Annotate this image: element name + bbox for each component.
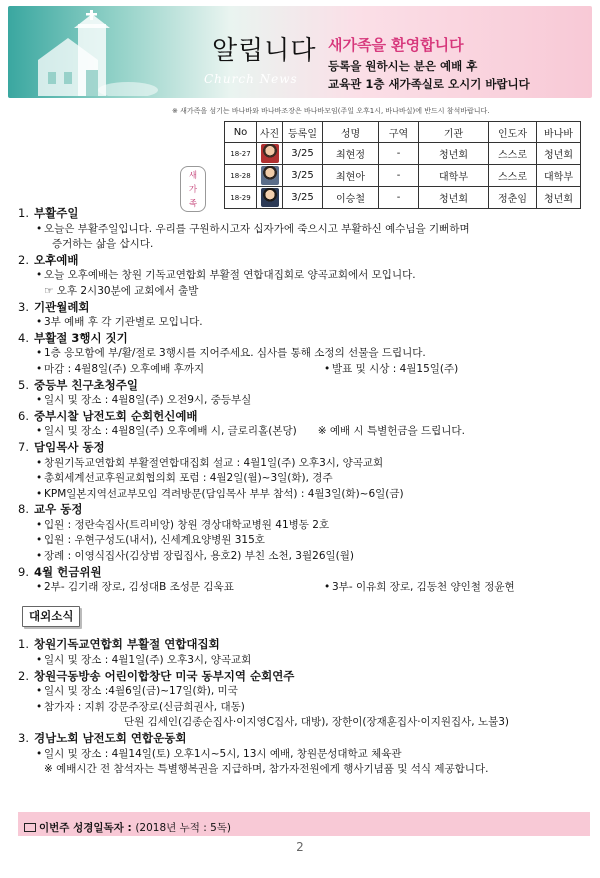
list-item (18, 268, 590, 284)
section-heading (18, 440, 590, 456)
list-item (18, 487, 590, 503)
list-item (18, 456, 590, 472)
cell: 청년회 (419, 143, 489, 165)
section-title: 오후예배 (34, 252, 79, 267)
cell: 대학부 (537, 165, 581, 187)
section-number: 7. (18, 439, 29, 454)
barnabas-notice: ※ 새가족을 섬기는 바나바와 바나바조장은 바나바모임(주일 오후1시, 바나바실)에 반드시 참석바랍니다. (172, 107, 490, 115)
bullet-icon: • (36, 550, 43, 563)
bullet-icon: • (36, 700, 43, 713)
cell: 스스로 (489, 165, 537, 187)
bullet-icon: • (36, 316, 43, 329)
page-number: 2 (296, 840, 304, 854)
list-item (18, 533, 590, 549)
section-number: 3. (18, 731, 29, 745)
section-title: 교우 동정 (34, 502, 83, 517)
section-title: 창원극동방송 어린이합창단 미국 동부지역 순회연주 (34, 668, 295, 683)
item-note: ☞ 오후 2시30분에 교회에서 출발 (44, 284, 199, 297)
item-text: 일시 및 장소 : 4월8일(주) 오후예배 시, 글로리홀(본당) ※ 예배 시 특별헌금을 드립니다. (44, 425, 465, 438)
list-item (18, 580, 590, 596)
section-heading (18, 731, 590, 747)
section-number: 2. (18, 668, 29, 683)
cell-no: 18-27 (225, 143, 257, 165)
item-text: 일시 및 장소 : 4월14일(토) 오후1시~5시, 13시 예배, 창원문성대학교 체육관 (44, 747, 402, 760)
section-heading (18, 637, 590, 653)
item-continuation: 단원 김세인(김종순집사·이지영C집사, 대방), 장한이(장재훈집사·이지원집사, 노불3) (124, 716, 510, 729)
badge-char: 족 (188, 199, 198, 209)
section-heading (18, 253, 590, 269)
list-item (18, 518, 590, 534)
cell: 3/25 (283, 187, 323, 209)
bullet-icon: • (36, 487, 43, 500)
badge-char: 가 (188, 185, 198, 195)
col-header: 인도자 (489, 122, 537, 143)
item-text: KPM일본지역선교부모임 격려방문(담임목사 부부 참석) : 4월3일(화)~6일(금) (44, 487, 404, 500)
item-text: 오늘은 부활주일입니다. 우리를 구원하시고자 십자가에 죽으시고 부활하신 예수님을 기뻐하며 (44, 222, 470, 235)
list-item (18, 653, 590, 669)
list-item (18, 346, 590, 362)
section-heading (18, 502, 590, 518)
list-item (18, 684, 590, 700)
cell: 대학부 (419, 165, 489, 187)
bullet-icon: • (36, 456, 43, 469)
item-text: 3부- 이유희 장로, 김동천 양인철 정윤현 (332, 581, 515, 594)
cell: 3/25 (283, 143, 323, 165)
section-number: 6. (18, 408, 29, 423)
section-title: 4월 헌금위원 (34, 564, 102, 579)
col-header: 등록일 (283, 122, 323, 143)
col-header: 성명 (323, 122, 379, 143)
bullet-icon: • (36, 747, 43, 760)
item-text: 참가자 : 지휘 강문주장로(신금희권사, 대동) (44, 700, 245, 713)
list-item (18, 700, 590, 716)
bullet-icon: • (36, 425, 43, 438)
item-text: 마감 : 4월8일(주) 오후예배 후까지 (44, 362, 205, 375)
section-heading (18, 331, 590, 347)
section-title: 담임목사 동정 (34, 439, 105, 454)
section-number: 9. (18, 564, 29, 579)
bullet-icon: • (36, 269, 43, 282)
section-number: 3. (18, 299, 29, 314)
bullet-icon: • (36, 654, 43, 667)
cell: 청년회 (419, 187, 489, 209)
avatar (261, 144, 279, 163)
external-news-heading: 대외소식 (22, 606, 80, 628)
welcome-line-1: 등록을 원하시는 분은 예배 후 (328, 59, 478, 73)
item-text: 장례 : 이영식집사(김상범 장립집사, 용호2) 부친 소천, 3월26일(월) (44, 550, 354, 563)
list-item (18, 222, 590, 238)
cell: 스스로 (489, 143, 537, 165)
avatar (261, 188, 279, 207)
table-row (225, 165, 581, 187)
newcomer-table (224, 121, 581, 209)
list-item (18, 315, 590, 331)
section-title: 중등부 친구초청주일 (34, 377, 138, 392)
cell-no: 18-29 (225, 187, 257, 209)
bullet-icon: • (36, 518, 43, 531)
section-number: 5. (18, 377, 29, 392)
bible-reader-label (24, 820, 231, 835)
table-header-row (225, 122, 581, 143)
bullet-icon: • (36, 362, 43, 375)
cell: 3/25 (283, 165, 323, 187)
table-row (225, 143, 581, 165)
section-number: 1. (18, 637, 29, 652)
section-title: 부활절 3행시 짓기 (34, 330, 128, 345)
list-item (18, 471, 590, 487)
list-item (18, 362, 590, 378)
cell-photo (257, 143, 283, 165)
section-title: 중부시찰 남전도회 순회헌신예배 (34, 408, 198, 423)
cell-no: 18-28 (225, 165, 257, 187)
list-item (18, 747, 590, 763)
section-heading (18, 206, 590, 222)
cell: - (379, 187, 419, 209)
page-title: 알립니다 (212, 36, 317, 66)
cell: 청년회 (537, 187, 581, 209)
item-text: 입원 : 우현구성도(내서), 신세계요양병원 315호 (44, 534, 265, 547)
item-note: ※ 예배시간 전 참석자는 특별행복권을 지급하며, 참가자전원에게 행사기념품 및 석식 제공합니다. (44, 763, 489, 776)
section-title: 부활주일 (34, 206, 79, 220)
section-number: 8. (18, 502, 29, 517)
footer-note: (2018년 누적 : 5독) (135, 822, 232, 834)
item-text: 입원 : 정란숙집사(트리비앙) 창원 경상대학교병원 41병동 2호 (44, 518, 330, 531)
cell: - (379, 143, 419, 165)
item-text: 일시 및 장소 :4월6일(금)~17일(화), 미국 (44, 685, 238, 698)
section-heading (18, 565, 590, 581)
header-banner (8, 6, 592, 98)
col-header: 바나바 (537, 122, 581, 143)
col-header: 기관 (419, 122, 489, 143)
section-title: 기관월례회 (34, 299, 90, 314)
cell-photo (257, 165, 283, 187)
bullet-icon: • (36, 472, 43, 485)
section-heading (18, 669, 590, 685)
col-header: 사진 (257, 122, 283, 143)
section-heading (18, 409, 590, 425)
section-title: 창원기독교연합회 부활절 연합대집회 (34, 637, 220, 652)
bullet-icon: • (36, 685, 43, 698)
item-text: 3부 예배 후 각 기관별로 모입니다. (44, 316, 203, 329)
cell: 최현아 (323, 165, 379, 187)
bullet-icon: • (36, 222, 43, 235)
bullet-icon: • (36, 394, 43, 407)
footer-label-text: 이번주 성경일독자 : (39, 822, 132, 834)
list-item (18, 393, 590, 409)
bullet-icon: • (324, 581, 331, 594)
item-continuation: 증거하는 삶을 삽시다. (52, 238, 154, 251)
item-text: 일시 및 장소 : 4월8일(주) 오전9시, 중등부실 (44, 394, 252, 407)
cell: 최현정 (323, 143, 379, 165)
page-subtitle: Church News (204, 72, 298, 86)
bullet-icon: • (324, 362, 331, 375)
item-text: 총회세계선교후원교회협의회 포럼 : 4월2일(월)~3일(화), 경주 (44, 472, 333, 485)
section-number: 1. (18, 206, 29, 220)
cell: - (379, 165, 419, 187)
bullet-icon: • (36, 534, 43, 547)
bullet-icon: • (36, 347, 43, 360)
badge-char: 새 (188, 171, 198, 181)
section-number: 4. (18, 330, 29, 345)
item-text: 발표 및 시상 : 4월15일(주) (332, 362, 459, 375)
list-item (18, 549, 590, 565)
list-item (18, 424, 590, 440)
item-text: 일시 및 장소 : 4월1일(주) 오후3시, 양곡교회 (44, 654, 252, 667)
announcement-list (18, 206, 590, 778)
item-text: 1층 응모함에 부/활/절로 3행시를 지어주세요. 심사를 통해 소정의 선물을 드립니다. (44, 347, 426, 360)
item-text: 2부- 김기래 장로, 김성대B 조성문 김욱표 (44, 581, 234, 594)
welcome-line-2: 교육관 1층 새가족실로 오시기 바랍니다 (328, 77, 530, 91)
cell: 정춘임 (489, 187, 537, 209)
section-number: 2. (18, 252, 29, 267)
section-heading (18, 378, 590, 394)
item-text: 창원기독교연합회 부활절연합대집회 설교 : 4월1일(주) 오후3시, 양곡교회 (44, 456, 384, 469)
book-icon (24, 823, 36, 832)
welcome-title: 새가족을 환영합니다 (328, 36, 464, 54)
col-header: 구역 (379, 122, 419, 143)
col-header: No (225, 122, 257, 143)
bullet-icon: • (36, 581, 43, 594)
church-icon (18, 10, 158, 96)
item-text: 오늘 오후예배는 창원 기독교연합회 부활절 연합대집회로 양곡교회에서 모입니다. (44, 269, 416, 282)
cell: 청년회 (537, 143, 581, 165)
cell: 이승철 (323, 187, 379, 209)
avatar (261, 166, 279, 185)
section-heading (18, 300, 590, 316)
section-title: 경남노회 남전도회 연합운동회 (34, 731, 187, 745)
